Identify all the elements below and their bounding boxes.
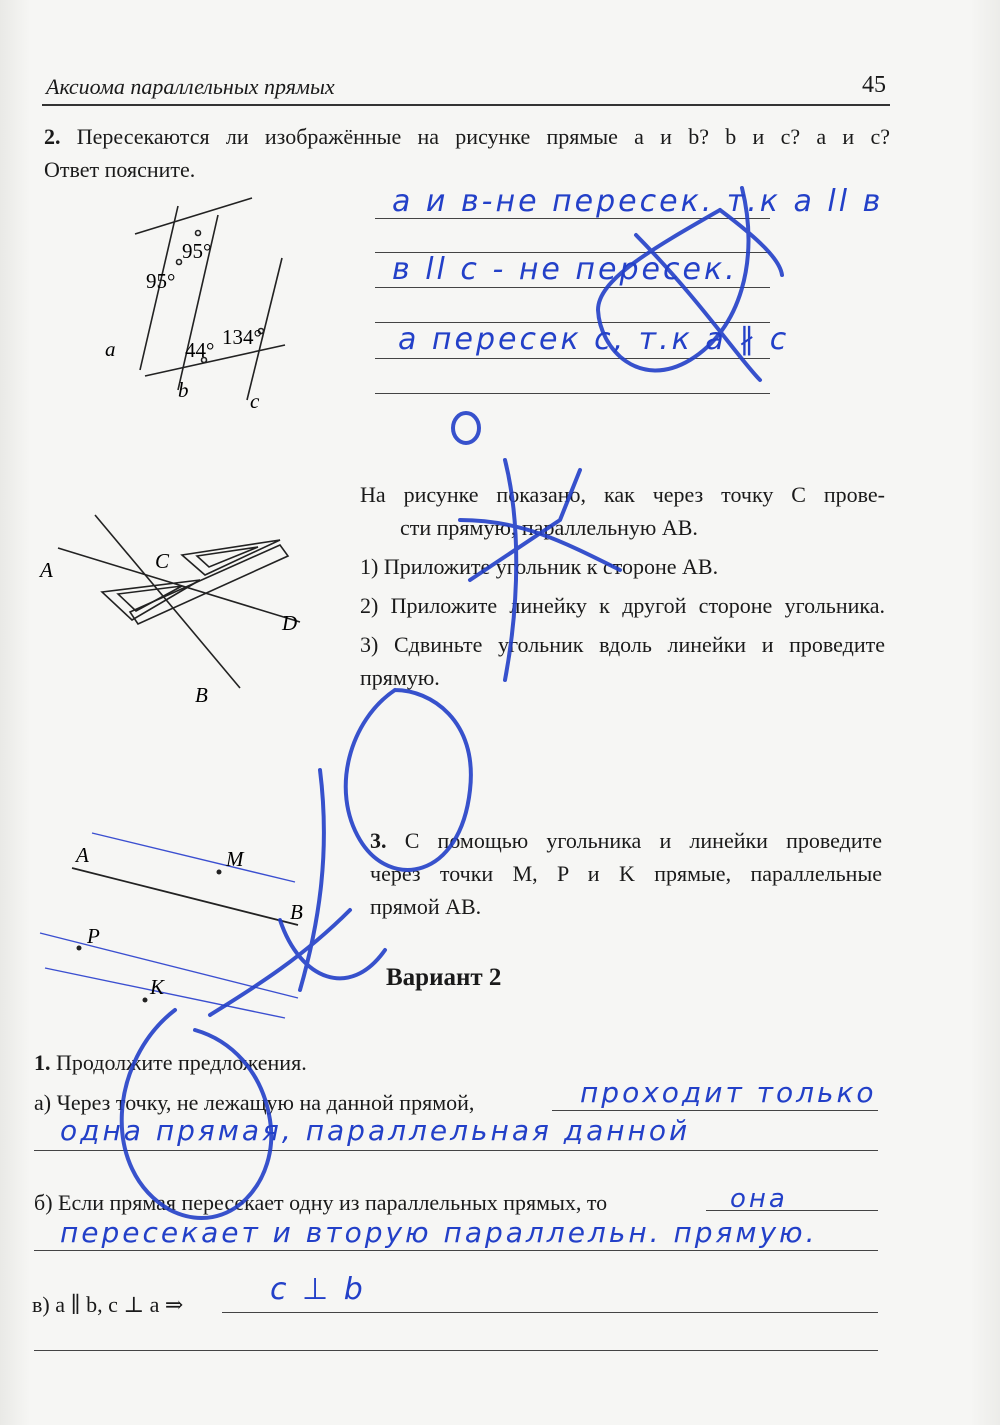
- task3-text-line2: через точки M, P и K прямые, параллельные: [370, 861, 882, 886]
- handwritten-answer-2: в ll с - не пересек.: [392, 252, 738, 287]
- angle-label-4: 134°: [222, 325, 262, 349]
- running-header-title: Аксиома параллельных прямых: [46, 74, 335, 99]
- handwritten-answer-1: а и в-не пересек. т.к а ll в: [392, 184, 884, 219]
- task3-text-line3: прямой AB.: [370, 894, 482, 919]
- angle-label-1: 95°: [182, 239, 212, 263]
- construction-intro-line2: сти прямую, параллельную AB.: [400, 515, 698, 540]
- scribble-tick-top: [720, 210, 782, 275]
- scribble-circle-bottom: [122, 1010, 272, 1218]
- construction-step2: 2) Приложите линейку к другой стороне угольника.: [360, 593, 885, 618]
- task1-c-answer: c ⊥ b: [270, 1272, 366, 1307]
- scribble-vertical-2: [300, 770, 324, 990]
- point-label-D: D: [282, 611, 298, 635]
- construction-step1: 1) Приложите угольник к стороне AB.: [360, 554, 719, 579]
- point-label-A: A: [40, 558, 53, 582]
- task1-c-prompt: в) a ∥ b, c ⊥ a ⇒: [32, 1292, 184, 1317]
- line-label-a: a: [105, 337, 116, 361]
- construction-intro-line1: На рисунке показано, как через точку C прове-: [360, 482, 885, 507]
- scribble-cross-2: [470, 470, 580, 580]
- construction-step3-line1: 3) Сдвиньте угольник вдоль линейки и проведите: [360, 632, 885, 657]
- construction-step3-line2: прямую.: [360, 665, 440, 690]
- task1-intro-text: Продолжите предложения.: [56, 1050, 307, 1075]
- angle-label-2: 95°: [146, 269, 176, 293]
- point-label-B: B: [195, 683, 208, 707]
- scribble-slash-top: [636, 235, 760, 380]
- point-label-A: A: [76, 843, 89, 867]
- page-number: 45: [862, 72, 886, 98]
- scribble-o: [453, 413, 479, 443]
- task1-a-answer-line2: одна прямая, параллельная данной: [60, 1114, 691, 1147]
- point-label-B: B: [290, 900, 303, 924]
- angle-label-3: 44°: [185, 338, 215, 362]
- scribble-circle-mid: [346, 690, 471, 870]
- handwritten-answer-3: а пересек с, т.к а ∦ с: [398, 322, 790, 357]
- line-label-b: b: [178, 378, 189, 402]
- task3-text-line1: С помощью угольника и линейки проведите: [404, 828, 882, 853]
- variant-title: Вариант 2: [386, 964, 502, 991]
- task1-a-answer-line1: проходит только: [580, 1076, 877, 1109]
- point-label-C: C: [155, 549, 170, 573]
- point-label-M: M: [226, 847, 244, 871]
- scribble-cross-1: [460, 520, 620, 570]
- task1-a-prompt: а) Через точку, не лежащую на данной прямой,: [34, 1090, 475, 1115]
- task2-text-line2: Ответ поясните.: [44, 157, 196, 182]
- task1-number: 1.: [34, 1050, 51, 1075]
- task2-text-line1: Пересекаются ли изображённые на рисунке прямые a и b? b и c? a и c?: [76, 124, 890, 149]
- task3-number: 3.: [370, 828, 387, 853]
- line-label-c: c: [250, 389, 260, 413]
- task1-b-prompt: б) Если прямая пересекает одну из параллельных прямых, то: [34, 1190, 608, 1215]
- task1-b-answer-line2: пересекает и вторую параллельн. прямую.: [60, 1216, 818, 1249]
- task2-number: 2.: [44, 124, 61, 149]
- point-label-K: K: [150, 975, 165, 999]
- point-label-P: P: [87, 924, 100, 948]
- task1-b-answer-line1: она: [730, 1184, 788, 1214]
- scribble-vertical: [505, 460, 516, 680]
